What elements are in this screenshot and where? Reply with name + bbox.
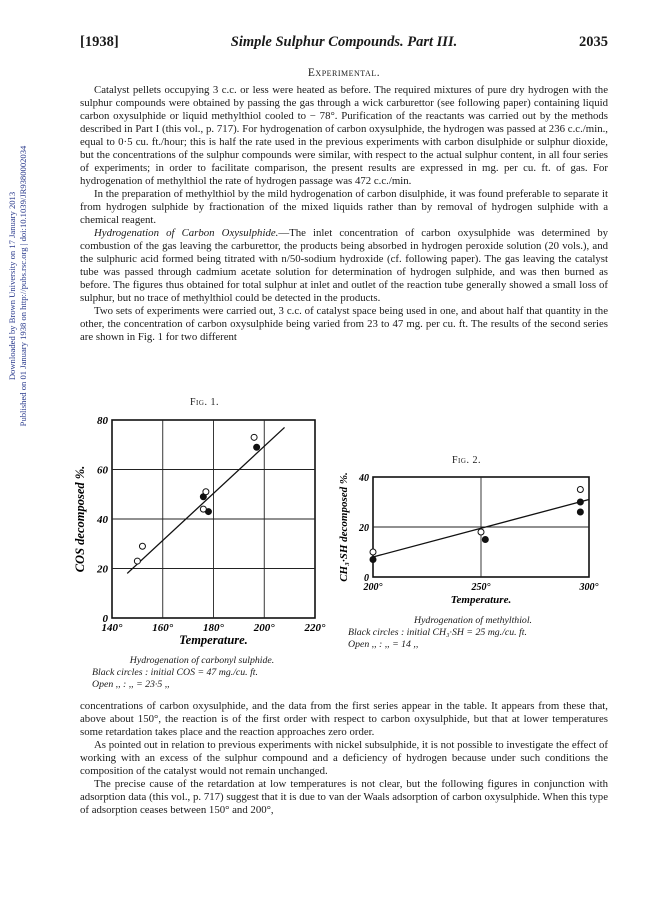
y-tick-label: 60 bbox=[97, 464, 108, 477]
x-tick-label: 220° bbox=[304, 622, 326, 634]
header-title: Simple Sulphur Compounds. Part III. bbox=[230, 34, 458, 50]
y-tick-label: 20 bbox=[359, 523, 369, 534]
side-note-published: Published on 01 January 1938 on http://pubs.rsc.org | doi:10.1039/JR9380002034 bbox=[18, 145, 28, 427]
paragraph: Catalyst pellets occupying 3 c.c. or less were heated as before. The required mixtures of pure dry hydrogen with the sulphur compounds were obtained by passing the gas through a wick carburettor (see following paper) containing liquid carbon oxysulphide or liquid methylthiol cooled to − 78°. Purification of the reactants was carried out by the methods described in Part I (this vol., p. 717). For hydrogenation of carbon oxysulphide, the hydrogen was passed at 236 c.c./min., equal to 0·5 cu. ft./hour; this is half the rate used in the previous experiments with carbon disulphide or sulphur dioxide, but the concentrations of the sulphur compounds were similar, with respect to the actual sulphur content, in all four series of experiments; in order to facilitate comparison, the present results are expressed in mg. per cu. ft. of gas. For hydrogenation of methylthiol the rate of hydrogen passage was 472 c.c./min. bbox=[80, 84, 608, 187]
fig1-label: Fig. 1. bbox=[190, 397, 219, 408]
open-data-point bbox=[251, 434, 257, 440]
section-title: Experimental. bbox=[307, 67, 381, 79]
header-year: [1938] bbox=[80, 34, 119, 50]
y-tick-label: 40 bbox=[359, 473, 369, 484]
paragraph bbox=[80, 227, 608, 305]
paragraph: In the preparation of methylthiol by the mild hydrogenation of carbon disulphide, it was found preferable to separate it from hydrogen sulphide by fractionation of the mixed liquids rather than by removal of hydrogen sulphide with a chemical reagent. bbox=[80, 188, 608, 226]
open-data-point bbox=[370, 549, 376, 555]
x-axis-label: Temperature. bbox=[450, 594, 512, 606]
y-tick-label: 0 bbox=[102, 613, 108, 625]
download-side-note bbox=[7, 6, 29, 566]
fig2-caption-black: Black circles : initial CH₃·SH = 25 mg./cu. ft. bbox=[348, 627, 527, 639]
open-data-point bbox=[577, 487, 583, 493]
page-header bbox=[80, 34, 608, 54]
trend-line bbox=[127, 427, 284, 573]
x-tick-label: 160° bbox=[152, 622, 174, 634]
open-data-point bbox=[134, 558, 140, 564]
x-tick-label: 300° bbox=[579, 582, 599, 593]
y-tick-label: 80 bbox=[97, 415, 108, 427]
black-data-point bbox=[482, 537, 488, 543]
open-data-point bbox=[139, 543, 145, 549]
paragraph-heading: Hydrogenation of Carbon Oxysulphide. bbox=[94, 227, 279, 239]
y-tick-label: 0 bbox=[364, 573, 369, 584]
page-number: 2035 bbox=[579, 34, 608, 50]
x-tick-label: 200° bbox=[253, 622, 275, 634]
fig1-caption-black: Black circles : initial COS = 47 mg./cu. ft. bbox=[92, 667, 258, 679]
body-text-bottom bbox=[80, 700, 608, 817]
body-text-top bbox=[80, 84, 608, 344]
open-data-point bbox=[200, 506, 206, 512]
fig1-caption-title: Hydrogenation of carbonyl sulphide. bbox=[129, 655, 275, 666]
x-tick-label: 200° bbox=[363, 582, 383, 593]
paragraph: As pointed out in relation to previous experiments with nickel subsulphide, it is not possible to investigate the effect of working with an excess of the sulphur compound and a deficiency of hydrogen because under such conditions the composition of the catalyst would not remain unchanged. bbox=[80, 739, 608, 777]
black-data-point bbox=[577, 509, 583, 515]
open-data-point bbox=[203, 489, 209, 495]
paragraph: The precise cause of the retardation at low temperatures is not clear, but the following figures in conjunction with adsorption data (this vol., p. 717) suggest that it is due to van der Waals adsorption of carbon oxysulphide. When this type of adsorption ceases between 150° and 200°, bbox=[80, 778, 608, 816]
y-axis-label: COS decomposed %. bbox=[73, 465, 87, 573]
fig2-label: Fig. 2. bbox=[452, 455, 481, 466]
side-note-download: Downloaded by Brown University on 17 January 2013 bbox=[7, 191, 17, 381]
paragraph: concentrations of carbon oxysulphide, and the data from the first series appear in the table. It appears from these that, above about 150°, the reaction is of the first order with respect to carbon oxysulphide, but that at lower temperatures some retardation takes place and the reaction approaches zero order. bbox=[80, 700, 608, 738]
fig1-chart bbox=[70, 408, 350, 653]
x-tick-label: 140° bbox=[101, 622, 123, 634]
black-data-point bbox=[254, 444, 260, 450]
fig2-caption-title: Hydrogenation of methylthiol. bbox=[414, 615, 532, 626]
x-axis-label: Temperature. bbox=[179, 633, 248, 647]
y-axis-label: CH₃·SH decomposed %. bbox=[338, 472, 350, 582]
paragraph-text: —The inlet concentration of carbon oxysulphide was determined by combustion of the gas leaving the carburettor, the products being absorbed in hydrogen peroxide solution (20 vols.), and the sulphuric acid formed being titrated with n/50-sodium hydroxide (cf. following paper). The gas leaving the catalyst tube was passed through cadmium acetate solution for determination of hydrogen sulphide, and was then burned as before. The figures thus obtained for total sulphur at inlet and outlet of the reaction tube generally showed a small loss of sulphur, but no trace of methylthiol could be detected in the products. bbox=[80, 227, 608, 304]
x-tick-label: 250° bbox=[471, 582, 491, 593]
black-data-point bbox=[577, 499, 583, 505]
fig1-caption-open: Open ,, : ,, = 23·5 ,, bbox=[92, 679, 170, 691]
fig2-chart bbox=[335, 465, 605, 615]
paragraph: Two sets of experiments were carried out, 3 c.c. of catalyst space being used in one, and about half that quantity in the other, the concentration of carbon oxysulphide being varied from 23 to 47 mg. per cu. ft. The results of the second series are shown in Fig. 1 for two different bbox=[80, 305, 608, 343]
fig2-caption bbox=[348, 615, 598, 652]
black-data-point bbox=[370, 557, 376, 563]
fig2-caption-open: Open ,, : ,, = 14 ,, bbox=[348, 639, 419, 651]
x-tick-label: 180° bbox=[203, 622, 224, 634]
fig1-caption bbox=[92, 655, 312, 692]
open-data-point bbox=[478, 529, 484, 535]
y-tick-label: 20 bbox=[97, 563, 108, 576]
y-tick-label: 40 bbox=[97, 514, 108, 526]
